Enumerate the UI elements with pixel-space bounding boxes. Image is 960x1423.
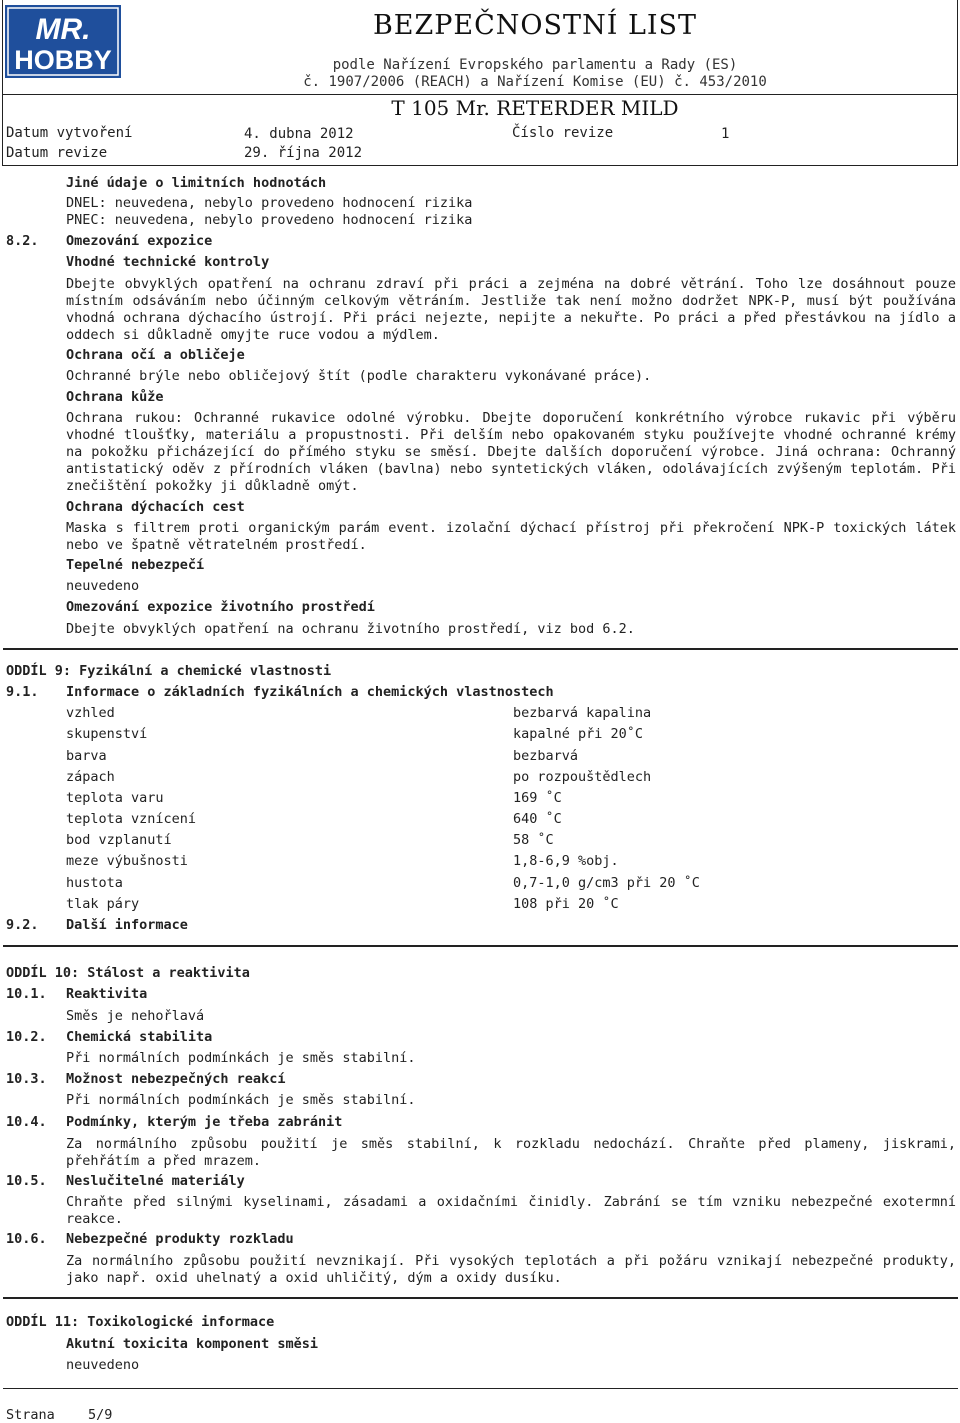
revised-value: 29. října 2012: [244, 145, 363, 161]
property-value: 0,7-1,0 g/cm3 při 20 ˚C: [513, 875, 700, 891]
subsection-number: 9.2.: [6, 917, 39, 933]
svg-text:HOBBY: HOBBY: [14, 45, 112, 75]
regulation-line-1: podle Nařízení Evropského parlamentu a Rady (ES): [332, 57, 738, 73]
acute-toxicity-text: neuvedeno: [66, 1357, 140, 1373]
property-value: 108 při 20 ˚C: [513, 896, 619, 912]
acute-toxicity-heading: Akutní toxicita komponent směsi: [66, 1336, 318, 1352]
technical-controls-heading: Vhodné technické kontroly: [66, 254, 270, 270]
dnel-text: DNEL: neuvedena, nebylo provedeno hodnocení rizika: [66, 195, 473, 211]
property-row: [66, 853, 766, 874]
property-row: [66, 748, 766, 769]
page-label: Strana: [6, 1407, 55, 1423]
property-row: [66, 811, 766, 832]
pnec-text: PNEC: neuvedena, nebylo provedeno hodnocení rizika: [66, 212, 473, 228]
property-value: 1,8-6,9 %obj.: [513, 853, 619, 869]
thermal-hazard-text: neuvedeno: [66, 578, 140, 594]
product-name: T 105 Mr. RETERDER MILD: [391, 96, 679, 120]
property-label: tlak páry: [66, 896, 140, 912]
created-value: 4. dubna 2012: [244, 126, 354, 142]
svg-text:MR.: MR.: [35, 13, 91, 46]
respiratory-protection-heading: Ochrana dýchacích cest: [66, 499, 245, 515]
conditions-to-avoid-heading: Podmínky, kterým je třeba zabránit: [66, 1114, 343, 1130]
revision-number-value: 1: [721, 126, 730, 142]
environmental-exposure-text: Dbejte obvyklých opatření na ochranu životního prostředí, viz bod 6.2.: [66, 621, 635, 637]
other-limits-heading: Jiné údaje o limitních hodnotách: [66, 175, 327, 191]
reactivity-heading: Reaktivita: [66, 986, 148, 1002]
respiratory-protection-text: Maska s filtrem proti organickým parám event. izolační dýchací přístroj při překročení NPK-P toxických látek nebo ve špatně větratelném prostředí.: [66, 520, 956, 553]
basic-properties-heading: Informace o základních fyzikálních a chemických vlastnostech: [66, 684, 554, 700]
thermal-hazard-heading: Tepelné nebezpečí: [66, 557, 205, 573]
property-row: [66, 769, 766, 790]
subsection-number: 10.3.: [6, 1071, 47, 1087]
subsection-number: 10.2.: [6, 1029, 47, 1045]
incompatible-materials-text: Chraňte před silnými kyselinami, zásadami a oxidačními činidly. Zabrání se tím vzniku nebezpečné exotermní reakce.: [66, 1194, 956, 1227]
subsection-number: 10.1.: [6, 986, 47, 1002]
mr-hobby-logo: [5, 5, 121, 78]
page-number: 5/9: [88, 1407, 113, 1423]
section-10-heading: ODDÍL 10: Stálost a reaktivita: [6, 965, 250, 981]
property-label: hustota: [66, 875, 123, 891]
hazardous-reactions-heading: Možnost nebezpečných reakcí: [66, 1071, 286, 1087]
property-value: po rozpouštědlech: [513, 769, 652, 785]
revised-label: Datum revize: [6, 145, 108, 161]
property-label: skupenství: [66, 726, 148, 742]
decomposition-products-heading: Nebezpečné produkty rozkladu: [66, 1231, 294, 1247]
section-9-heading: ODDÍL 9: Fyzikální a chemické vlastnosti: [6, 663, 332, 679]
property-value: bezbarvá kapalina: [513, 705, 652, 721]
property-label: meze výbušnosti: [66, 853, 188, 869]
property-label: zápach: [66, 769, 115, 785]
skin-protection-heading: Ochrana kůže: [66, 389, 164, 405]
incompatible-materials-heading: Neslučitelné materiály: [66, 1173, 245, 1189]
exposure-heading: Omezování expozice: [66, 233, 213, 249]
property-value: 169 ˚C: [513, 790, 562, 806]
subsection-number: 8.2.: [6, 233, 39, 249]
property-value: 640 ˚C: [513, 811, 562, 827]
regulation-line-2: č. 1907/2006 (REACH) a Nařízení Komise (EU) č. 453/2010: [303, 74, 767, 90]
property-label: bod vzplanutí: [66, 832, 172, 848]
property-label: teplota vznícení: [66, 811, 197, 827]
decomposition-products-text: Za normálního způsobu použití nevznikají. Při vysokých teplotách a při požáru vznikají nebezpečné produkty, jako např. oxid uhelnatý a oxid uhličitý, dým a oxidy dusíku.: [66, 1253, 956, 1286]
subsection-number: 9.1.: [6, 684, 39, 700]
subsection-number: 10.5.: [6, 1173, 47, 1189]
eye-protection-heading: Ochrana očí a obličeje: [66, 347, 245, 363]
section-11-heading: ODDÍL 11: Toxikologické informace: [6, 1314, 275, 1330]
technical-controls-text: Dbejte obvyklých opatření na ochranu zdraví při práci a zejména na dobré větrání. Toho lze dosáhnout pouze místním odsáváním nebo účinným celkovým větráním. Jestliže tak není možno dodržet NPK-P, musí být používána vhodná ochrana dýchacího ústrojí. Při práci nejezte, nepijte a nekuřte. Po práci a před přestávkou na jídlo a oddech si důkladně omyjte ruce vodou a mýdlem.: [66, 276, 956, 343]
property-value: bezbarvá: [513, 748, 579, 764]
property-row: [66, 875, 766, 896]
subsection-number: 10.4.: [6, 1114, 47, 1130]
subsection-number: 10.6.: [6, 1231, 47, 1247]
property-label: vzhled: [66, 705, 115, 721]
revision-number-label: Číslo revize: [512, 125, 614, 141]
property-label: barva: [66, 748, 107, 764]
property-value: 58 ˚C: [513, 832, 554, 848]
other-information-heading: Další informace: [66, 917, 188, 933]
property-row: [66, 896, 766, 917]
property-value: kapalné při 20˚C: [513, 726, 644, 742]
document-title: BEZPEČNOSTNÍ LIST: [372, 10, 698, 41]
property-row: [66, 726, 766, 747]
conditions-to-avoid-text: Za normálního způsobu použití je směs stabilní, k rozkladu nedochází. Chraňte před plameny, jiskrami, přehřátím a před mrazem.: [66, 1136, 956, 1169]
chemical-stability-heading: Chemická stabilita: [66, 1029, 213, 1045]
property-row: [66, 790, 766, 811]
reactivity-text: Směs je nehořlavá: [66, 1008, 205, 1024]
property-row: [66, 832, 766, 853]
skin-protection-text: Ochrana rukou: Ochranné rukavice odolné výrobku. Dbejte doporučení konkrétního výrobce rukavic při výběru vhodné tloušťky, materiálu a propustnosti. Při delším nebo opakovaném styku používejte vhodné ochranné krémy na pokožku přicházející do přímého styku se směsí. Dbejte dalších doporučení výrobce. Jiná ochrana: Ochranný antistatický oděv z přírodních vláken (bavlna) nebo syntetických vláken, odolávajících zvýšeným teplotám. Při znečištění pokožky ji důkladně omýt.: [66, 410, 956, 494]
environmental-exposure-heading: Omezování expozice životního prostředí: [66, 599, 375, 615]
eye-protection-text: Ochranné brýle nebo obličejový štít (podle charakteru vykonávané práce).: [66, 368, 652, 384]
created-label: Datum vytvoření: [6, 125, 133, 141]
hazardous-reactions-text: Při normálních podmínkách je směs stabilní.: [66, 1092, 416, 1108]
property-row: [66, 705, 766, 726]
chemical-stability-text: Při normálních podmínkách je směs stabilní.: [66, 1050, 416, 1066]
property-label: teplota varu: [66, 790, 164, 806]
